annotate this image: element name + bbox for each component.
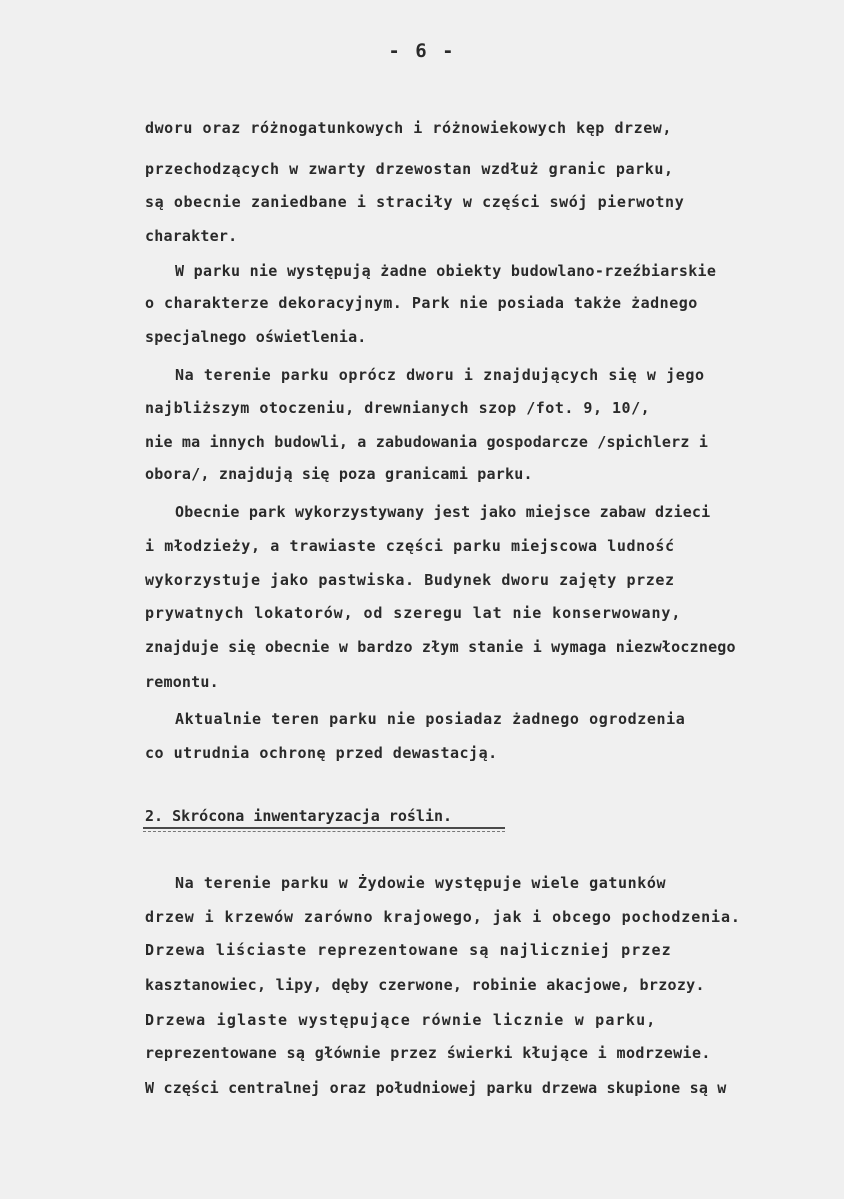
text-line: reprezentowane są głównie przez świerki kłujące i modrzewie. (145, 1044, 711, 1062)
text-line: przechodzących w zwarty drzewostan wzdłuż granic parku, (145, 160, 674, 178)
text-line: obora/, znajdują się poza granicami parku. (145, 465, 533, 483)
text-line: co utrudnia ochronę przed dewastacją. (145, 744, 498, 762)
text-line: Drzewa liściaste reprezentowane są najliczniej przez (145, 941, 672, 959)
text-line: są obecnie zaniedbane i straciły w części swój pierwotny (145, 193, 685, 211)
text-line: remontu. (145, 673, 219, 691)
text-line: Na terenie parku w Żydowie występuje wiele gatunków (175, 874, 667, 892)
text-line: Na terenie parku oprócz dworu i znajdujących się w jego (175, 366, 705, 384)
text-line: specjalnego oświetlenia. (145, 328, 367, 346)
heading-underline (143, 827, 505, 829)
text-line: kasztanowiec, lipy, dęby czerwone, robinie akacjowe, brzozy. (145, 976, 705, 994)
text-line: nie ma innych budowli, a zabudowania gospodarcze /spichlerz i (145, 433, 709, 451)
text-line: W parku nie występują żadne obiekty budowlano-rzeźbiarskie (175, 262, 717, 280)
text-line: Drzewa iglaste występujące równie licznie w parku, (145, 1011, 657, 1029)
text-line: o charakterze dekoracyjnym. Park nie posiada także żadnego (145, 294, 698, 312)
text-line: dworu oraz różnogatunkowych i różnowiekowych kęp drzew, (145, 119, 672, 137)
heading-underline-secondary (143, 831, 505, 832)
text-line: najbliższym otoczeniu, drewnianych szop /fot. 9, 10/, (145, 399, 651, 417)
section-heading: 2. Skrócona inwentaryzacja roślin. (145, 807, 453, 825)
text-line: i młodzieży, a trawiaste części parku miejscowa ludność (145, 537, 675, 555)
page-number: - 6 - (388, 40, 456, 62)
text-line: W części centralnej oraz południowej parku drzewa skupione są w (145, 1079, 727, 1097)
text-line: Aktualnie teren parku nie posiadaz żadnego ogrodzenia (175, 710, 686, 728)
text-line: drzew i krzewów zarówno krajowego, jak i obcego pochodzenia. (145, 908, 741, 926)
text-line: wykorzystuje jako pastwiska. Budynek dworu zajęty przez (145, 571, 675, 589)
text-line: charakter. (145, 227, 238, 245)
text-line: Obecnie park wykorzystywany jest jako miejsce zabaw dzieci (175, 503, 711, 521)
text-line: znajduje się obecnie w bardzo złym stanie i wymaga niezwłocznego (145, 638, 736, 656)
text-line: prywatnych lokatorów, od szeregu lat nie konserwowany, (145, 604, 682, 622)
